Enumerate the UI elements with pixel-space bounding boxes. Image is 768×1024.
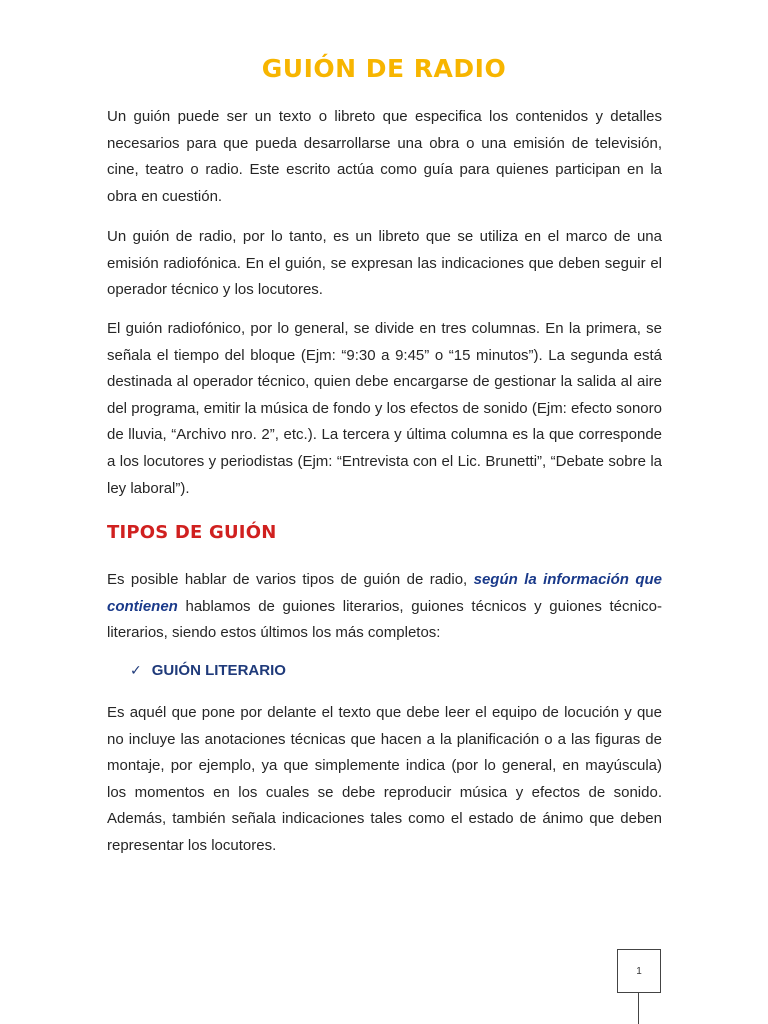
- page-number-box: [617, 949, 661, 993]
- types-paragraph-end: hablamos de guiones literarios, guiones técnicos y guiones técnico-literarios, siendo estos últimos los más completos:: [107, 597, 662, 642]
- literary-script-paragraph: Es aquél que pone por delante el texto que debe leer el equipo de locución y que no incluye las anotaciones técnicas que hacen a la planificación o a las figuras de montaje, por ejemplo, ya que simplemente indica (por lo general, en mayúscula) los momentos en los cuales se debe reproducir música y efectos de sonido. Además, también señala indicaciones tales como el estado de ánimo que deben representar los locutores.: [107, 704, 662, 854]
- emphasis-text: según la información que contienen: [107, 571, 662, 615]
- types-paragraph-start: Es posible hablar de varios tipos de guión de radio,: [107, 571, 474, 588]
- page-number: 1: [636, 965, 642, 977]
- section-heading: TIPOS DE GUIÓN: [107, 522, 277, 543]
- radio-script-paragraph: Un guión de radio, por lo tanto, es un libreto que se utiliza en el marco de una emisión radiofónica. En el guión, se expresan las indicaciones que deben seguir el operador técnico y los locutores.: [107, 228, 662, 299]
- bullet-label: GUIÓN LITERARIO: [151, 662, 286, 679]
- columns-paragraph: El guión radiofónico, por lo general, se divide en tres columnas. En la primera, se señala el tiempo del bloque (Ejm: “9:30 a 9:45” o “15 minutos”). La segunda está destinada al operador técnico, quien debe encargarse de gestionar la salida al aire del programa, emitir la música de fondo y los efectos de sonido (Ejm: efecto sonoro de lluvia, “Archivo nro. 2”, etc.). La tercera y última columna es la que corresponde a los locutores y periodistas (Ejm: “Entrevista con el Lic. Brunetti”, “Debate sobre la ley laboral”).: [107, 320, 662, 497]
- page-number-line: [638, 993, 639, 1024]
- page-title: GUIÓN DE RADIO: [261, 54, 507, 83]
- bullet-item: [130, 662, 286, 679]
- intro-paragraph: Un guión puede ser un texto o libreto que especifica los contenidos y detalles necesarios para que pueda desarrollarse una obra o una emisión de televisión, cine, teatro o radio. Este escrito actúa como guía para quienes participan en la obra en cuestión.: [107, 108, 662, 205]
- types-paragraph: [107, 567, 662, 647]
- check-mark-icon: ✓: [130, 662, 142, 679]
